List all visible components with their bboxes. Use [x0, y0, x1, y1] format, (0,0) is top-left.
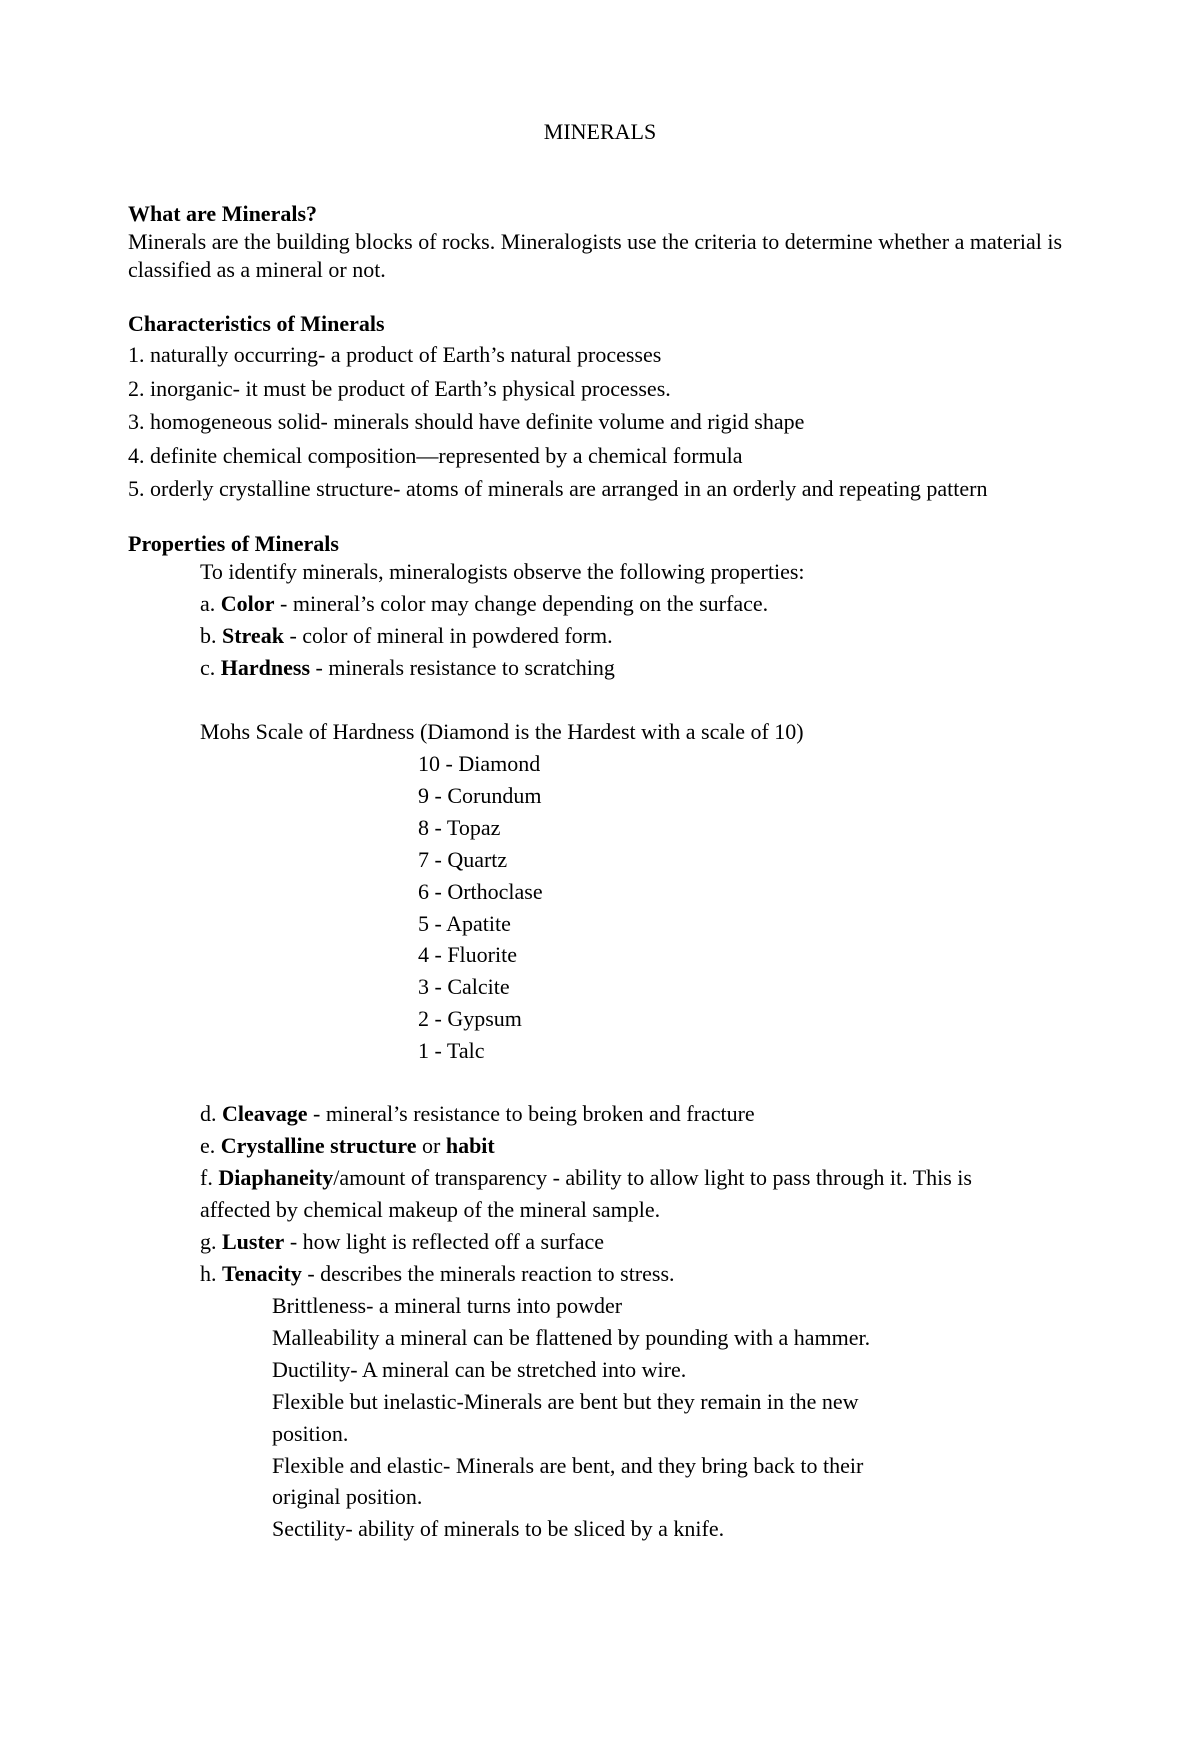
property-prefix: f.	[200, 1164, 219, 1190]
property-diaphaneity-cont: affected by chemical makeup of the mineral sample.	[200, 1196, 661, 1222]
tenacity-item: Ductility- A mineral can be stretched into wire.	[272, 1356, 687, 1382]
property-term: Color	[220, 590, 275, 616]
characteristics-heading: Characteristics of Minerals	[128, 311, 385, 336]
property-text: - how light is reflected off a surface	[284, 1228, 605, 1254]
what-heading: What are Minerals?	[128, 201, 318, 226]
mohs-item: 9 - Corundum	[418, 782, 542, 808]
characteristics-section	[128, 310, 1090, 506]
mohs-item: 4 - Fluorite	[418, 942, 517, 968]
property-term: Hardness	[220, 654, 311, 680]
tenacity-item: Flexible but inelastic-Minerals are bent but they remain in the new	[272, 1388, 859, 1414]
property-term: Crystalline structure	[220, 1132, 417, 1158]
property-text: - color of mineral in powdered form.	[283, 622, 613, 648]
tenacity-item: position.	[272, 1420, 349, 1446]
property-prefix: e.	[200, 1132, 221, 1158]
property-text: /amount of transparency - ability to allow light to pass through it. This is	[333, 1164, 972, 1190]
property-crystalline	[200, 1130, 1090, 1162]
property-text: - describes the minerals reaction to stress.	[301, 1260, 675, 1286]
property-tenacity	[200, 1258, 1090, 1290]
property-text: - mineral’s resistance to being broken and fracture	[307, 1101, 755, 1126]
tenacity-item: Malleability a mineral can be flattened by pounding with a hammer.	[272, 1324, 871, 1350]
property-prefix: c.	[200, 654, 221, 680]
property-term: Diaphaneity	[218, 1164, 334, 1190]
property-luster	[200, 1226, 1090, 1258]
property-term: Luster	[222, 1228, 285, 1254]
property-prefix: d.	[200, 1101, 222, 1126]
property-hardness	[200, 652, 1090, 684]
property-term: Tenacity	[222, 1260, 302, 1286]
tenacity-item: Sectility- ability of minerals to be sliced by a knife.	[272, 1516, 725, 1542]
characteristic-item: 3. homogeneous solid- minerals should have definite volume and rigid shape	[128, 409, 805, 435]
property-prefix: h.	[200, 1260, 222, 1286]
mohs-item: 3 - Calcite	[418, 974, 510, 1000]
tenacity-list	[272, 1290, 1050, 1545]
property-text: or	[416, 1132, 446, 1158]
property-streak	[200, 620, 1090, 652]
properties-list-top	[200, 556, 1090, 684]
property-term: Streak	[222, 622, 284, 648]
characteristic-item: 2. inorganic- it must be product of Earth’s physical processes.	[128, 375, 671, 401]
characteristic-item: 5. orderly crystalline structure- atoms of minerals are arranged in an orderly and repeating pattern	[128, 476, 988, 502]
tenacity-item: Brittleness- a mineral turns into powder	[272, 1293, 623, 1318]
characteristic-item: 1. naturally occurring- a product of Earth’s natural processes	[128, 342, 662, 367]
mohs-item: 10 - Diamond	[418, 751, 541, 776]
property-prefix: a.	[200, 590, 221, 616]
characteristic-item: 4. definite chemical composition—represented by a chemical formula	[128, 442, 743, 468]
property-prefix: g.	[200, 1228, 222, 1254]
mohs-item: 6 - Orthoclase	[418, 878, 543, 904]
properties-list-bottom	[200, 1098, 1090, 1289]
property-diaphaneity	[200, 1162, 1090, 1194]
mohs-item: 2 - Gypsum	[418, 1006, 522, 1032]
properties-heading: Properties of Minerals	[128, 531, 339, 556]
property-term: habit	[445, 1132, 495, 1158]
property-text: - mineral’s color may change depending on the surface.	[274, 590, 769, 616]
page-title: MINERALS	[543, 119, 657, 144]
property-cleavage	[200, 1098, 1090, 1130]
tenacity-item: Flexible and elastic- Minerals are bent, and they bring back to their	[272, 1452, 864, 1478]
properties-intro: To identify minerals, mineralogists observe the following properties:	[200, 559, 805, 584]
what-text: Minerals are the building blocks of rocks. Mineralogists use the criteria to determine whether a material is classified as a mineral or not.	[128, 229, 1063, 282]
what-section	[128, 200, 1090, 284]
tenacity-item: original position.	[272, 1484, 423, 1510]
mohs-item: 1 - Talc	[418, 1038, 485, 1064]
mohs-item: 5 - Apatite	[418, 910, 511, 936]
property-prefix: b.	[200, 622, 222, 648]
property-term: Cleavage	[222, 1101, 308, 1126]
mohs-scale-list	[418, 748, 543, 1067]
property-text: - minerals resistance to scratching	[310, 654, 615, 680]
mohs-item: 7 - Quartz	[418, 846, 508, 872]
mohs-item: 8 - Topaz	[418, 814, 501, 840]
mohs-title: Mohs Scale of Hardness (Diamond is the Hardest with a scale of 10)	[200, 719, 804, 744]
property-color	[200, 588, 1090, 620]
